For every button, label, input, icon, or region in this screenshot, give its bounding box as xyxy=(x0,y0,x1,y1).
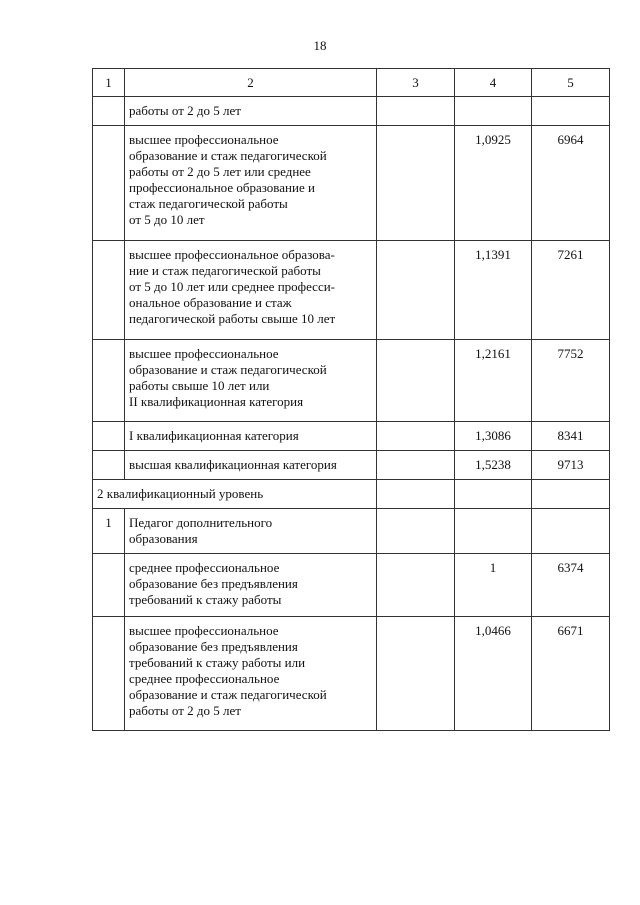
salary-cell xyxy=(532,509,610,554)
qualification-text: высшее профессиональное образование без предъявления требований к стажу работы или среднее профессиональное образование и стаж педагогической работы от 2 до 5 лет xyxy=(129,623,327,718)
level-heading: 2 квалификационный уровень xyxy=(93,480,377,509)
qualification-text: I квалификационная категория xyxy=(129,428,299,443)
table-row xyxy=(93,340,610,422)
table-row xyxy=(93,617,610,731)
column-3-cell xyxy=(377,617,455,731)
salary-cell: 8341 xyxy=(532,422,610,451)
qualification-cell xyxy=(125,340,377,422)
coefficient-cell: 1,0466 xyxy=(455,617,532,731)
table-row xyxy=(93,509,610,554)
qualification-cell xyxy=(125,554,377,617)
salary-coefficient-table xyxy=(92,68,610,731)
qualification-text: высшее профессиональное образование и стаж педагогической работы от 2 до 5 лет или среднее профессиональное образование и стаж педагогической работы от 5 до 10 лет xyxy=(129,132,327,227)
qualification-cell xyxy=(125,509,377,554)
table-row xyxy=(93,241,610,340)
coefficient-cell: 1,3086 xyxy=(455,422,532,451)
row-number-cell xyxy=(93,97,125,126)
salary-cell: 7752 xyxy=(532,340,610,422)
qualification-cell xyxy=(125,97,377,126)
salary-cell xyxy=(532,97,610,126)
level-heading-row xyxy=(93,480,610,509)
column-3-cell xyxy=(377,241,455,340)
qualification-text: Педагог дополнительного образования xyxy=(129,515,273,546)
row-number-cell xyxy=(93,554,125,617)
page-number: 18 xyxy=(313,38,327,53)
salary-cell xyxy=(532,480,610,509)
qualification-cell xyxy=(125,422,377,451)
column-3-cell xyxy=(377,509,455,554)
coefficient-cell xyxy=(455,97,532,126)
qualification-cell xyxy=(125,126,377,241)
row-number-cell xyxy=(93,126,125,241)
coefficient-cell xyxy=(455,509,532,554)
row-number-cell: 1 xyxy=(93,509,125,554)
table-row xyxy=(93,126,610,241)
coefficient-cell: 1 xyxy=(455,554,532,617)
coefficient-cell: 1,2161 xyxy=(455,340,532,422)
column-3-cell xyxy=(377,554,455,617)
qualification-cell xyxy=(125,617,377,731)
salary-cell: 6671 xyxy=(532,617,610,731)
table-row xyxy=(93,451,610,480)
column-3-cell xyxy=(377,422,455,451)
qualification-text: высшее профессиональное образова- ние и стаж педагогической работы от 5 до 10 лет или среднее професси- ональное образование и стаж педагогической работы свыше 10 лет xyxy=(129,247,336,326)
header-cell-2: 2 xyxy=(125,69,377,97)
qualification-cell xyxy=(125,241,377,340)
header-cell-4: 4 xyxy=(455,69,532,97)
coefficient-cell: 1,1391 xyxy=(455,241,532,340)
column-3-cell xyxy=(377,451,455,480)
row-number-cell xyxy=(93,422,125,451)
qualification-text: высшее профессиональное образование и стаж педагогической работы свыше 10 лет или II квалификационная категория xyxy=(129,346,327,409)
row-number-cell xyxy=(93,617,125,731)
row-number-cell xyxy=(93,451,125,480)
table-row xyxy=(93,422,610,451)
header-cell-1: 1 xyxy=(93,69,125,97)
qualification-text: высшая квалификационная категория xyxy=(129,457,337,472)
row-number-cell xyxy=(93,340,125,422)
salary-cell: 9713 xyxy=(532,451,610,480)
table-row xyxy=(93,97,610,126)
qualification-text: работы от 2 до 5 лет xyxy=(129,103,241,118)
column-3-cell xyxy=(377,126,455,241)
coefficient-cell xyxy=(455,480,532,509)
qualification-text: среднее профессиональное образование без предъявления требований к стажу работы xyxy=(129,560,298,607)
column-3-cell xyxy=(377,340,455,422)
qualification-cell xyxy=(125,451,377,480)
coefficient-cell: 1,0925 xyxy=(455,126,532,241)
salary-cell: 7261 xyxy=(532,241,610,340)
salary-cell: 6374 xyxy=(532,554,610,617)
salary-cell: 6964 xyxy=(532,126,610,241)
row-number-cell xyxy=(93,241,125,340)
table-header-row xyxy=(93,69,610,97)
coefficient-cell: 1,5238 xyxy=(455,451,532,480)
header-cell-5: 5 xyxy=(532,69,610,97)
column-3-cell xyxy=(377,97,455,126)
column-3-cell xyxy=(377,480,455,509)
header-cell-3: 3 xyxy=(377,69,455,97)
table-row xyxy=(93,554,610,617)
